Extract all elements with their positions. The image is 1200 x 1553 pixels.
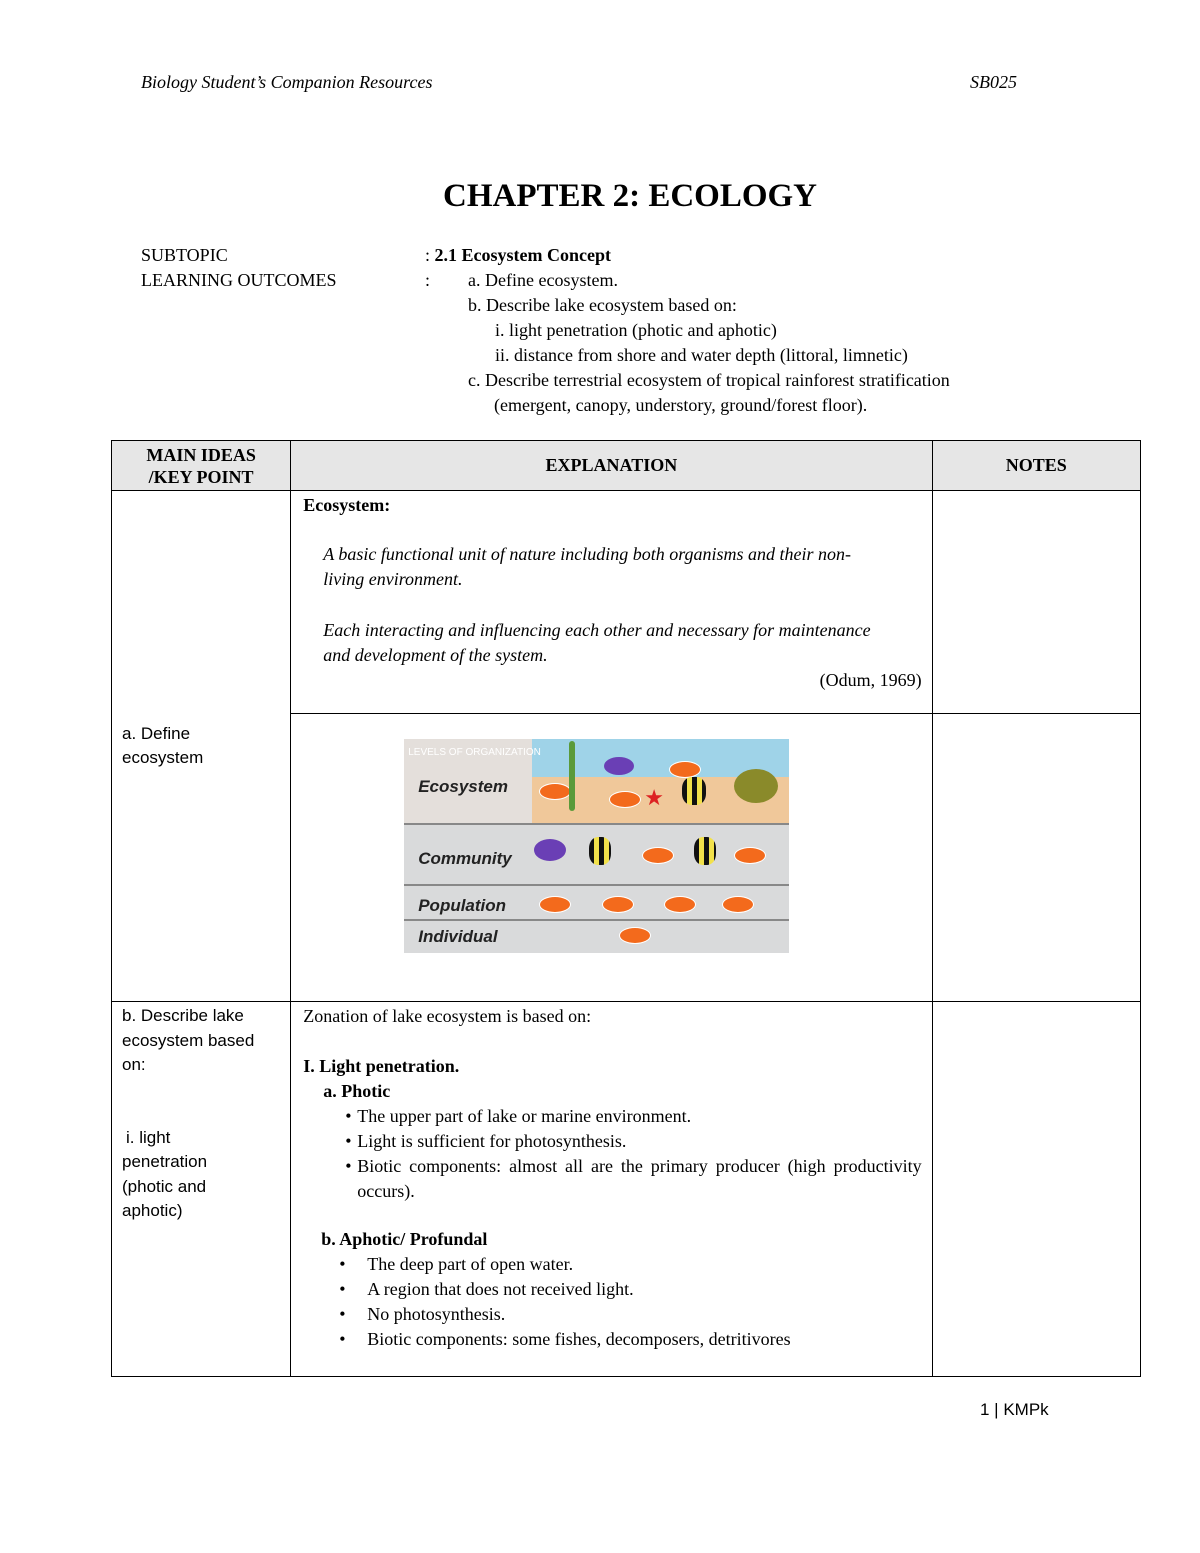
aphotic-heading: b. Aphotic/ Profundal: [321, 1229, 488, 1249]
key-point-light-penetration: i. light penetration (photic and aphotic): [122, 1127, 208, 1220]
lake-intro: Zonation of lake ecosystem is based on:: [303, 1006, 592, 1026]
light-penetration-heading: I. Light penetration.: [303, 1056, 460, 1076]
divider: [404, 884, 789, 886]
angelfish-icon: [534, 839, 566, 861]
ecosystem-heading: Ecosystem:: [303, 495, 391, 515]
clownfish-icon: [669, 761, 701, 778]
notes-table: [111, 440, 1141, 1377]
photic-point: • The upper part of lake or marine environment.: [345, 1104, 921, 1129]
page-title: CHAPTER 2: ECOLOGY: [442, 178, 818, 214]
subtopic-label: SUBTOPIC: [141, 245, 228, 265]
seaweed-icon: [569, 741, 575, 811]
clownfish-icon: [734, 847, 766, 864]
subtopic-text: 2.1 Ecosystem Concept: [434, 245, 611, 265]
header-main-ideas-line1: MAIN IDEAS: [146, 444, 256, 465]
moorish-idol-icon: [682, 777, 706, 805]
divider: [404, 823, 789, 825]
notes-cell-2: [932, 714, 1140, 1002]
photic-point: • Biotic components: almost all are the primary producer (high productivity occurs).: [345, 1154, 921, 1204]
header-right: SB025: [970, 72, 1017, 92]
levels-of-organization-figure: [404, 739, 789, 953]
photic-heading: a. Photic: [323, 1081, 391, 1101]
explanation-lake: [291, 1002, 932, 1377]
subtopic-value: [425, 243, 611, 268]
clownfish-icon: [539, 783, 571, 800]
aphotic-point: • The deep part of open water.: [339, 1252, 921, 1277]
outcome-c: c. Describe terrestrial ecosystem of tropical rainforest stratification: [468, 370, 950, 390]
notes-cell-3: [932, 1002, 1140, 1377]
moorish-idol-icon: [694, 837, 716, 865]
outcomes-sep: :: [425, 270, 431, 290]
clownfish-icon: [619, 927, 651, 944]
moorish-idol-icon: [589, 837, 611, 865]
starfish-icon: ★: [644, 785, 664, 810]
level-community: Community: [418, 849, 512, 868]
citation: (Odum, 1969): [819, 670, 922, 690]
definition-para-1: A basic functional unit of nature including both organisms and their non-living environment.: [323, 544, 852, 589]
outcomes-label: LEARNING OUTCOMES: [141, 270, 337, 290]
clownfish-icon: [722, 896, 754, 913]
header-main-ideas: [112, 441, 291, 491]
subtopic-sep: :: [425, 245, 431, 265]
outcome-b: b. Describe lake ecosystem based on:: [468, 295, 737, 315]
outcome-c-cont: (emergent, canopy, understory, ground/forest floor).: [494, 395, 868, 415]
explanation-figure: [291, 714, 932, 1002]
aphotic-point: • Biotic components: some fishes, decomposers, detritivores: [339, 1327, 921, 1352]
explanation-definition: [291, 491, 932, 714]
clownfish-icon: [609, 791, 641, 808]
clownfish-icon: [664, 896, 696, 913]
figure-banner: LEVELS OF ORGANIZATION: [408, 747, 541, 758]
outcome-a: a. Define ecosystem.: [468, 270, 618, 290]
clownfish-icon: [642, 847, 674, 864]
notes-cell-1: [932, 491, 1140, 714]
clownfish-icon: [602, 896, 634, 913]
photic-list: [325, 1104, 921, 1204]
aphotic-point: • No photosynthesis.: [339, 1302, 921, 1327]
level-individual: Individual: [418, 927, 498, 946]
header-left: Biology Student’s Companion Resources: [141, 72, 433, 92]
aphotic-list: [303, 1252, 921, 1352]
header-notes: NOTES: [932, 441, 1140, 491]
page-footer: 1 | KMPk: [980, 1400, 1049, 1419]
photic-point: • Light is sufficient for photosynthesis.: [345, 1129, 921, 1154]
clownfish-icon: [539, 896, 571, 913]
header-main-ideas-line2: /KEY POINT: [148, 466, 254, 487]
level-population: Population: [418, 896, 507, 915]
outcome-b-i: i. light penetration (photic and aphotic): [495, 320, 777, 340]
key-point-define-text: a. Define ecosystem: [122, 723, 204, 767]
level-ecosystem: Ecosystem: [418, 777, 508, 796]
definition-para-2: Each interacting and influencing each other and necessary for maintenance and development of the system.: [323, 620, 871, 665]
key-point-lake: [112, 1002, 291, 1377]
outcome-b-ii: ii. distance from shore and water depth (littoral, limnetic): [495, 345, 908, 365]
divider: [404, 919, 789, 921]
key-point-define: [112, 491, 291, 1002]
header-explanation: EXPLANATION: [291, 441, 932, 491]
key-point-lake-text: b. Describe lake ecosystem based on:: [122, 1006, 255, 1074]
aphotic-point: • A region that does not received light.: [339, 1277, 921, 1302]
turtle-icon: [734, 769, 778, 803]
